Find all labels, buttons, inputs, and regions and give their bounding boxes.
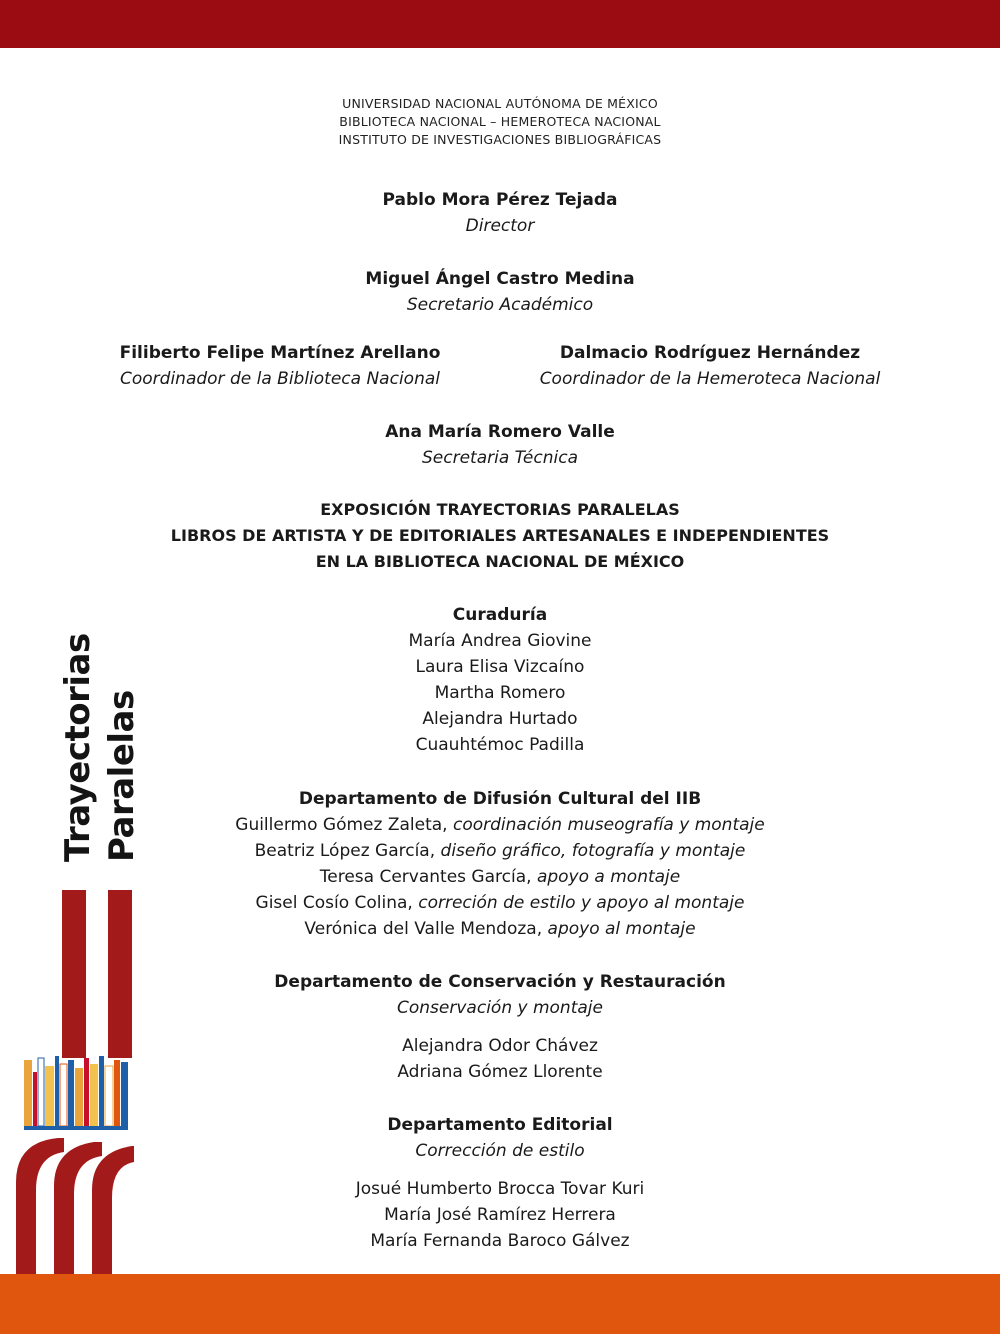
person-name: Beatriz López García, <box>254 841 436 861</box>
right-red-stripe <box>108 890 132 1058</box>
difusion-person <box>150 812 850 838</box>
secretaria-role: Secretaria Técnica <box>421 448 578 468</box>
red-curves-graphic <box>16 1138 134 1274</box>
logo-word-trayectorias: Trayectorias <box>58 633 98 862</box>
secretaria-block <box>150 419 850 471</box>
coord-biblioteca-role: Coordinador de la Biblioteca Nacional <box>120 369 440 389</box>
editorial-person: María José Ramírez Herrera <box>384 1205 616 1225</box>
institution-line: BIBLIOTECA NACIONAL – HEMEROTECA NACIONAL <box>339 114 661 129</box>
person-name: Gisel Cosío Colina, <box>255 893 413 913</box>
logo-word-paralelas: Paralelas <box>102 690 142 862</box>
person-name: Verónica del Valle Mendoza, <box>304 919 543 939</box>
difusion-section <box>150 786 850 942</box>
top-color-bar <box>0 0 1000 48</box>
person-role: diseño gráfico, fotografía y montaje <box>440 841 746 861</box>
difusion-person <box>150 916 850 942</box>
coord-hemeroteca-block <box>510 340 910 392</box>
coord-biblioteca-name: Filiberto Felipe Martínez Arellano <box>119 343 441 363</box>
person-role: apoyo al montaje <box>547 919 696 939</box>
coord-hemeroteca-role: Coordinador de la Hemeroteca Nacional <box>539 369 881 389</box>
editorial-section <box>150 1112 850 1254</box>
left-red-stripe <box>62 890 86 1058</box>
institution-header <box>150 95 850 149</box>
curador-name: Alejandra Hurtado <box>422 709 578 729</box>
difusion-person <box>150 864 850 890</box>
editorial-person: Josué Humberto Brocca Tovar Kuri <box>355 1179 645 1199</box>
secretaria-name: Ana María Romero Valle <box>385 422 615 442</box>
secretario-name: Miguel Ángel Castro Medina <box>365 269 635 289</box>
coord-biblioteca-block <box>80 340 480 392</box>
conservacion-person: Alejandra Odor Chávez <box>402 1036 598 1056</box>
institution-line: INSTITUTO DE INVESTIGACIONES BIBLIOGRÁFICAS <box>338 132 662 147</box>
person-role: correción de estilo y apoyo al montaje <box>418 893 745 913</box>
coord-hemeroteca-name: Dalmacio Rodríguez Hernández <box>559 343 861 363</box>
person-role: apoyo a montaje <box>536 867 681 887</box>
person-name: Guillermo Gómez Zaleta, <box>235 815 448 835</box>
curador-name: Cuauhtémoc Padilla <box>415 735 585 755</box>
curaduria-section <box>150 602 850 758</box>
conservacion-person: Adriana Gómez Llorente <box>397 1062 603 1082</box>
conservacion-heading: Departamento de Conservación y Restauración <box>274 972 726 992</box>
editorial-person: María Fernanda Baroco Gálvez <box>370 1231 630 1251</box>
secretario-block <box>150 266 850 318</box>
difusion-person <box>150 838 850 864</box>
person-role: coordinación museografía y montaje <box>452 815 765 835</box>
exhibition-title <box>150 497 850 575</box>
books-row-icon <box>24 1056 128 1130</box>
books-logo-graphic <box>14 1052 136 1274</box>
director-role: Director <box>465 216 535 236</box>
exhibition-line: LIBROS DE ARTISTA Y DE EDITORIALES ARTESANALES E INDEPENDIENTES <box>170 526 830 545</box>
difusion-person <box>150 890 850 916</box>
exhibition-line: EN LA BIBLIOTECA NACIONAL DE MÉXICO <box>315 552 685 571</box>
curador-name: María Andrea Giovine <box>408 631 592 651</box>
curaduria-heading: Curaduría <box>452 605 548 625</box>
secretario-role: Secretario Académico <box>406 295 594 315</box>
conservacion-subheading: Conservación y montaje <box>397 998 603 1018</box>
director-name: Pablo Mora Pérez Tejada <box>382 190 618 210</box>
curador-name: Martha Romero <box>434 683 566 703</box>
difusion-heading: Departamento de Difusión Cultural del IIB <box>298 789 702 809</box>
exhibition-line: EXPOSICIÓN TRAYECTORIAS PARALELAS <box>320 500 680 519</box>
conservacion-section <box>150 969 850 1085</box>
director-block <box>150 187 850 239</box>
bottom-color-bar <box>0 1274 1000 1334</box>
institution-line: UNIVERSIDAD NACIONAL AUTÓNOMA DE MÉXICO <box>342 96 658 111</box>
editorial-subheading: Corrección de estilo <box>415 1141 585 1161</box>
person-name: Teresa Cervantes García, <box>319 867 532 887</box>
editorial-heading: Departamento Editorial <box>387 1115 613 1135</box>
curador-name: Laura Elisa Vizcaíno <box>415 657 585 677</box>
